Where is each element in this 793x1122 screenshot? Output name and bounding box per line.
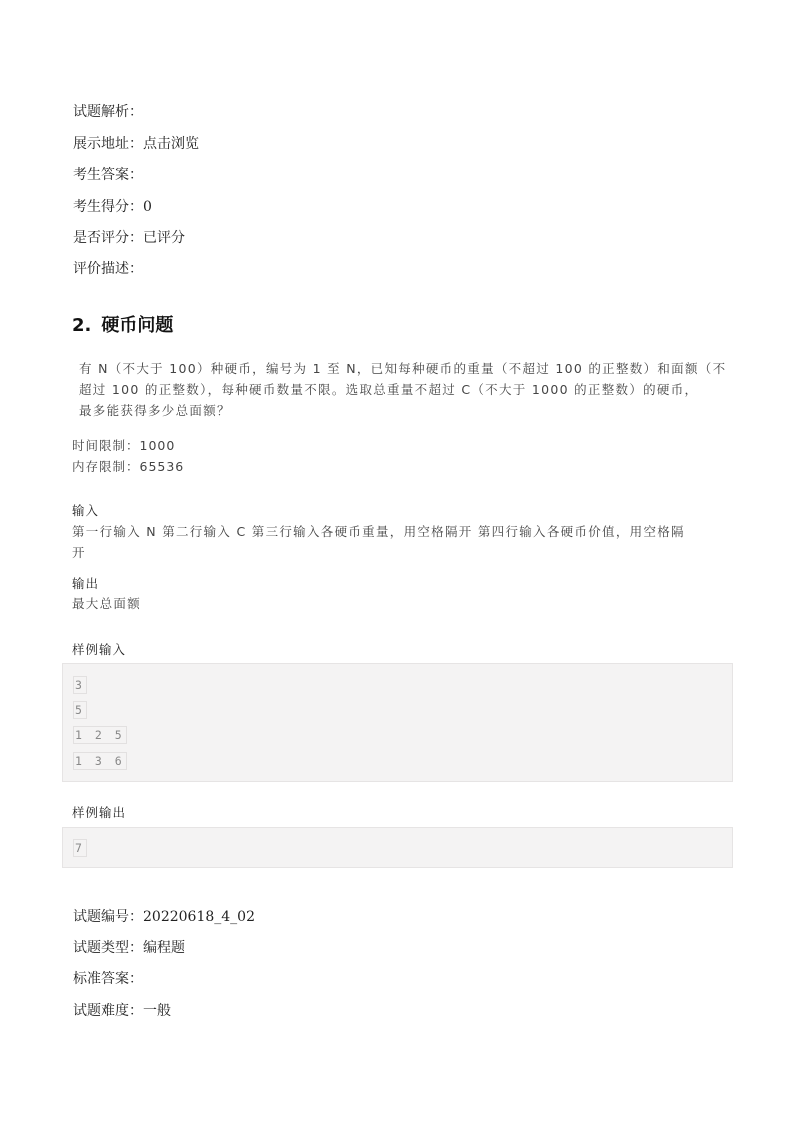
question-id: 试题编号：20220618_4_02 bbox=[73, 909, 255, 925]
graded-status: 是否评分：已评分 bbox=[73, 230, 185, 246]
sample-output-heading: 样例输出 bbox=[72, 805, 127, 820]
candidate-answer-label: 考生答案： bbox=[73, 167, 143, 183]
question-difficulty: 试题难度：一般 bbox=[73, 1003, 171, 1019]
candidate-score: 考生得分：0 bbox=[73, 199, 152, 215]
description-line: 超过 100 的正整数），每种硬币数量不限。选取总重量不超过 C（不大于 1000 的正整数）的硬币， bbox=[79, 382, 699, 397]
description-line: 有 N（不大于 100）种硬币，编号为 1 至 N，已知每种硬币的重量（不超过 100 的正整数）和面额（不 bbox=[79, 361, 727, 376]
sample-output-box bbox=[62, 827, 733, 868]
memory-limit: 内存限制：65536 bbox=[72, 459, 185, 474]
sample-input-line: 5 bbox=[75, 703, 85, 717]
input-line: 开 bbox=[72, 545, 86, 560]
sample-output-line: 7 bbox=[75, 841, 85, 855]
time-limit: 时间限制：1000 bbox=[72, 438, 176, 453]
sample-input-line: 3 bbox=[75, 678, 85, 692]
analysis-label: 试题解析： bbox=[73, 104, 143, 120]
sample-input-heading: 样例输入 bbox=[72, 642, 127, 657]
question-title-text: 硬币问题 bbox=[101, 315, 174, 336]
input-description bbox=[72, 521, 724, 563]
standard-answer-label: 标准答案： bbox=[73, 971, 143, 987]
sample-input-line: 1 2 5 bbox=[75, 728, 125, 742]
question-title bbox=[72, 311, 173, 337]
sample-input-box bbox=[62, 663, 733, 782]
evaluation-label: 评价描述： bbox=[73, 261, 143, 277]
output-description: 最大总面额 bbox=[72, 596, 142, 611]
question-type: 试题类型：编程题 bbox=[73, 940, 185, 956]
question-description bbox=[79, 358, 739, 421]
description-line: 最多能获得多少总面额？ bbox=[79, 403, 231, 418]
input-heading: 输入 bbox=[72, 503, 100, 518]
sample-input-line: 1 3 6 bbox=[75, 754, 125, 768]
output-heading: 输出 bbox=[72, 576, 100, 591]
input-line: 第一行输入 N 第二行输入 C 第三行输入各硬币重量，用空格隔开 第四行输入各硬币价值，用空格隔 bbox=[72, 524, 685, 539]
question-number: 2. bbox=[72, 315, 92, 336]
display-address: 展示地址：点击浏览 bbox=[73, 136, 199, 152]
